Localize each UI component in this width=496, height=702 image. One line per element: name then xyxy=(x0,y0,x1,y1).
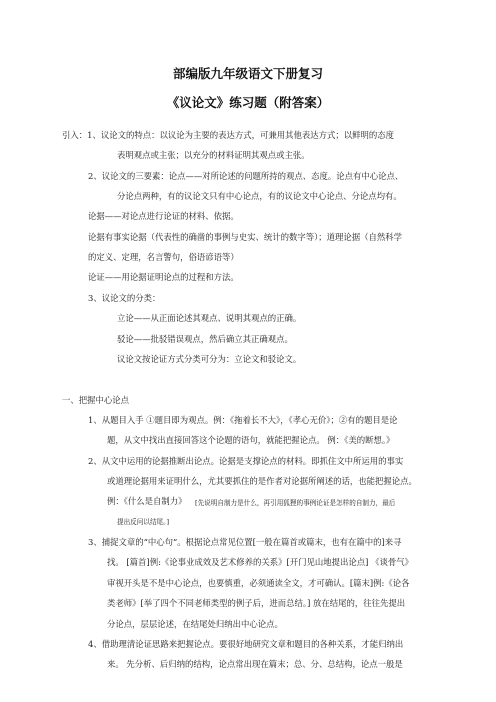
text-line: 或道理论据用来证明什么，尤其要抓住的是作者对论据所阐述的话，也能把握论点。 xyxy=(107,476,417,486)
text-line: 题，从文中找出直接回答这个论题的语句，就能把握论点。 例：《美的断想。》 xyxy=(107,435,395,445)
text-line: 2、从文中运用的论据推断出论点。论据是支撑论点的材料。即抓住文中所运用的事实 xyxy=(88,456,404,466)
text-line: 来。 先分析、后归纳的结构，论点常出现在篇末；总、分、总结构，论点一般是 xyxy=(107,659,403,669)
document-title: 部编版九年级语文下册复习 xyxy=(172,66,323,81)
text-line: 例：《什么是自制力》 xyxy=(107,496,187,506)
text-line: 类老师》[举了四个不同老师类型的例子后，进而总结。] 放在结尾的，往往先提出 xyxy=(107,598,406,608)
text-line: 4、借助理清论证思路来把握论点。要很好地研究文章和题目的各种关系，才能归纳出 xyxy=(88,639,404,649)
text-line: 2、议论文的三要素：论点——对所论述的问题所持的观点、态度。论点有中心论点、 xyxy=(88,171,404,181)
text-line: 论据有事实论据（代表性的确凿的事例与史实、统计的数字等）；道理论据（自然科学 xyxy=(88,232,403,242)
text-line: 论据——对论点进行论证的材料、依据。 xyxy=(88,211,239,221)
text-line: 3、捕捉文章的“中心句”。根据论点常见位置[一般在篇首或篇末，也有在篇中的]来寻 xyxy=(88,537,402,547)
text-line: 引入：1、议论文的特点：以议论为主要的表达方式，可兼用其他表达方式；以鲜明的态度 xyxy=(62,130,394,140)
text-line: 的定义、定理，名言警句，俗语谚语等） xyxy=(88,252,239,262)
text-line: 分论点两种，有的议论文只有中心论点，有的议论文中心论点、分论点均有。 xyxy=(117,191,402,201)
text-line: 1、从题目入手 ①题目即为观点。例：《拖着长不大》，《孝心无价》；②有的题目是论 xyxy=(88,415,398,425)
text-line: 议论文按论证方式分类可分为：立论文和驳论文。 xyxy=(117,354,302,364)
note-line: [先说明自制力是什么，再引用狐狸的事例论证是怎样的自制力，最后 xyxy=(195,499,396,507)
text-line: 表明观点或主张；以充分的材料证明其观点或主张。 xyxy=(117,150,310,160)
text-line: 论证——用论据证明论点的过程和方法。 xyxy=(88,272,239,282)
text-line: 驳论——批驳错误观点，然后确立其正确观点。 xyxy=(117,334,293,344)
text-line: 审视开头是不是中心论点，也要慎重，必须通读全文，才可确认。[篇末]例:《论各 xyxy=(107,578,410,588)
text-line: 立论——从正面论述其观点、说明其观点的正确。 xyxy=(117,313,302,323)
section-heading: 一、把握中心论点 xyxy=(62,395,129,405)
text-line: 分论点，层层论述，在结尾处归纳出中心论点。 xyxy=(107,619,283,629)
note-line: 提出反问以结尾。] xyxy=(117,518,170,526)
document-subtitle: 《议论文》练习题（附答案） xyxy=(166,95,330,110)
text-line: 3、议论文的分类： xyxy=(88,293,161,303)
text-line: 找。 [篇首]例:《论事业成效及艺术修养的关系》[开门见山地提出论点] 《谈骨气》 xyxy=(107,557,413,567)
